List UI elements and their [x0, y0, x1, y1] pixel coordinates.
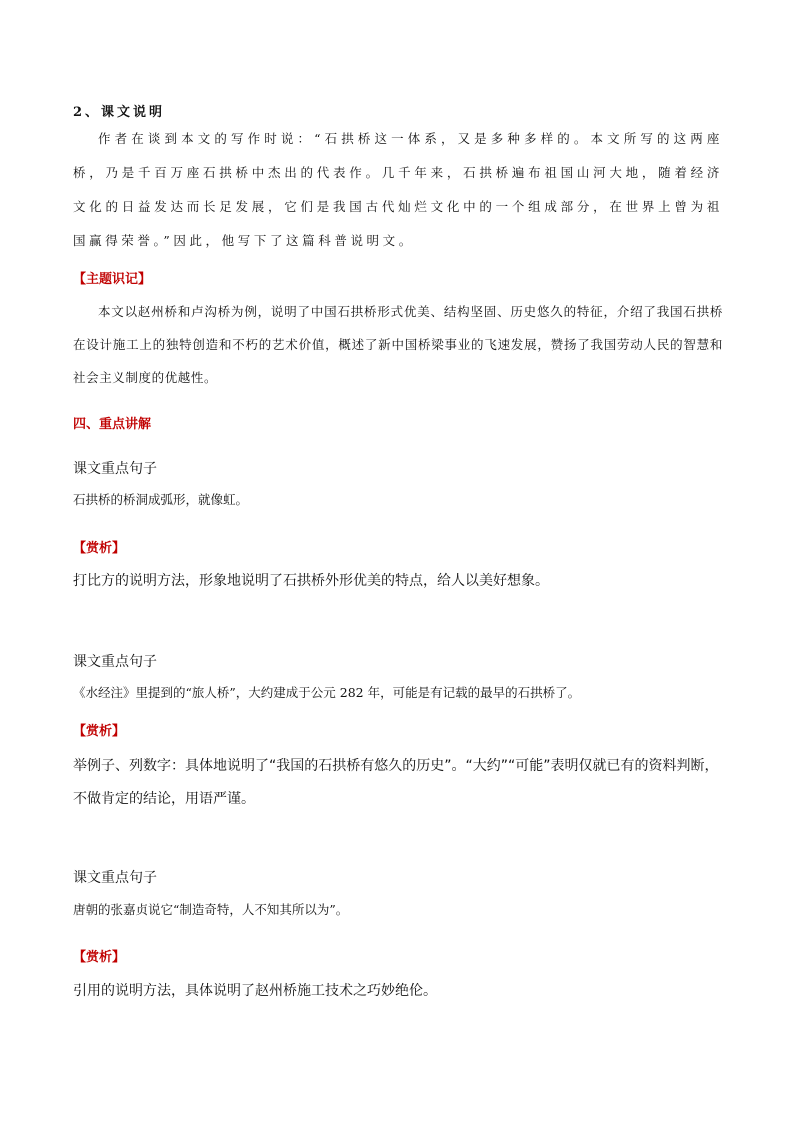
section-heading: 2、课文说明 — [73, 105, 166, 120]
key-sentence-subheading: 课文重点句子 — [73, 870, 157, 886]
analysis-text: 打比方的说明方法，形象地说明了石拱桥外形优美的特点，给人以美好想象。 — [73, 573, 549, 589]
analysis-label: 【赏析】 — [73, 950, 126, 965]
analysis-label: 【赏析】 — [73, 724, 126, 739]
key-sentence-subheading: 课文重点句子 — [73, 654, 157, 670]
analysis-text: 引用的说明方法，具体说明了赵州桥施工技术之巧妙绝伦。 — [73, 983, 437, 999]
section-paragraph: 作者在谈到本文的写作时说：“石拱桥这一体系，又是多种多样的。本文所写的这两座桥，乃是千百万座石拱桥中杰出的代表作。几千年来，石拱桥遍布祖国山河大地，随着经济文化的日益发达而长足发展，它们是我国古代灿烂文化中的一个组成部分，在世界上曾为祖国赢得荣誉。”因此，他写下了这篇科普说明文。 — [73, 131, 723, 248]
key-sentence: 唐朝的张嘉贞说它“制造奇特，人不知其所以为”。 — [73, 902, 349, 917]
key-sentence-subheading: 课文重点句子 — [73, 461, 157, 477]
key-sentence: 石拱桥的桥洞成弧形，就像虹。 — [73, 492, 249, 507]
key-sentence: 《水经注》里提到的“旅人桥”，大约建成于公元 282 年，可能是有记载的最早的石拱桥了。 — [73, 685, 581, 700]
theme-paragraph: 本文以赵州桥和卢沟桥为例，说明了中国石拱桥形式优美、结构坚固、历史悠久的特征，介绍了我国石拱桥在设计施工上的独特创造和不朽的艺术价值，概述了新中国桥梁事业的飞速发展，赞扬了我国劳动人民的智慧和社会主义制度的优越性。 — [73, 304, 723, 385]
keypoints-heading: 四、重点讲解 — [73, 417, 152, 432]
analysis-label: 【赏析】 — [73, 541, 126, 556]
theme-label: 【主题识记】 — [73, 272, 152, 287]
analysis-text: 举例子、列数字：具体地说明了“我国的石拱桥有悠久的历史”。“大约”“可能”表明仅就已有的资料判断，不做肯定的结论，用语严谨。 — [73, 758, 719, 807]
